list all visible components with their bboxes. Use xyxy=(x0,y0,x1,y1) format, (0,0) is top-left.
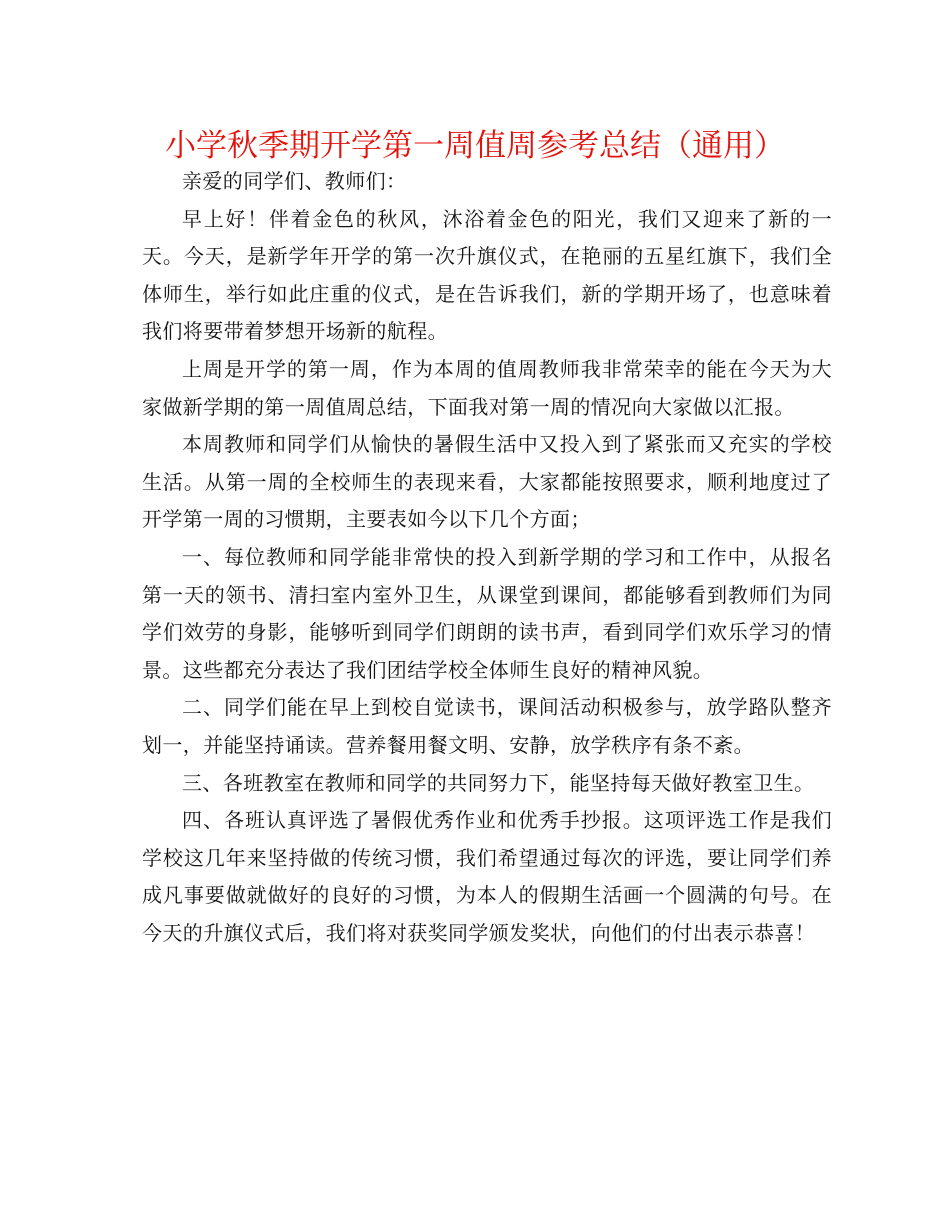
point-four-paragraph: 四、各班认真评选了暑假优秀作业和优秀手抄报。这项评选工作是我们学校这几年来坚持做的传统习惯，我们希望通过每次的评选，要让同学们养成凡事要做就做好的良好的习惯，为本人的假期生活画一个圆满的句号。在今天的升旗仪式后，我们将对获奖同学颁发奖状，向他们的付出表示恭喜！ xyxy=(142,808,832,945)
opening-paragraph: 早上好！伴着金色的秋风，沐浴着金色的阳光，我们又迎来了新的一天。今天，是新学年开学的第一次升旗仪式，在艳丽的五星红旗下，我们全体师生，举行如此庄重的仪式，是在告诉我们，新的学期开场了，也意味着我们将要带着梦想开场新的航程。 xyxy=(142,206,832,344)
document-title: 小学秋季期开学第一周值周参考总结（通用） xyxy=(165,128,785,164)
point-two-paragraph: 二、同学们能在早上到校自觉读书，课间活动积极参与，放学路队整齐划一，并能坚持诵读。营养餐用餐文明、安静，放学秩序有条不紊。 xyxy=(142,695,832,757)
document-body xyxy=(142,163,832,952)
point-three-paragraph: 三、各班教室在教师和同学的共同努力下，能坚持每天做好教室卫生。 xyxy=(182,770,815,795)
greeting-paragraph: 亲爱的同学们、教师们： xyxy=(182,169,407,193)
point-one-paragraph: 一、每位教师和同学能非常快的投入到新学期的学习和工作中，从报名第一天的领书、清扫室内室外卫生，从课堂到课间，都能够看到教师们为同学们效劳的身影，能够听到同学们朗朗的读书声，看到同学们欢乐学习的情景。这些都充分表达了我们团结学校全体师生良好的精神风貌。 xyxy=(142,544,832,682)
intro-paragraph: 上周是开学的第一周，作为本周的值周教师我非常荣幸的能在今天为大家做新学期的第一周值周总结，下面我对第一周的情况向大家做以汇报。 xyxy=(142,356,832,419)
summary-paragraph: 本周教师和同学们从愉快的暑假生活中又投入到了紧张而又充实的学校生活。从第一周的全校师生的表现来看，大家都能按照要求，顺利地度过了开学第一周的习惯期，主要表如今以下几个方面； xyxy=(142,432,832,532)
